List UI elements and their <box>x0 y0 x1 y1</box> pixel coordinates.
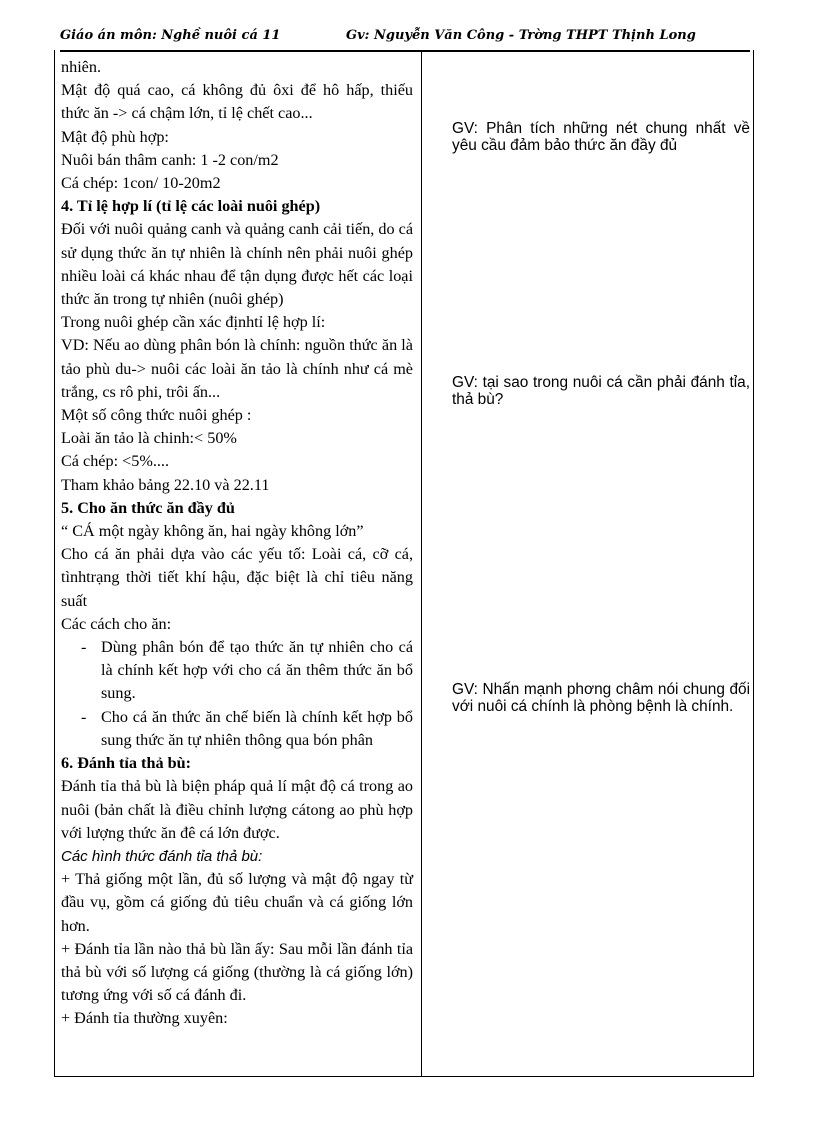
column-divider <box>421 50 422 1076</box>
text-line: nhiên. <box>61 58 102 76</box>
text-line: Trong nuôi ghép cần xác địnhtỉ lệ hợp lí: <box>61 313 326 332</box>
paragraph: Đánh tỉa thả bù là biện pháp quả lí mật độ cá trong ao nuôi (bản chất là điều chỉnh lượng cátong ao phù hợp với lượng thức ăn đê cá lớn được. <box>61 777 413 842</box>
dash-bullet: - <box>81 707 87 726</box>
list-item <box>61 636 413 706</box>
section-heading-5: 5. Cho ăn thức ăn đầy đủ <box>61 498 235 517</box>
text-line: + Đánh tỉa thường xuyên: <box>61 1009 228 1028</box>
teacher-info: Gv: Nguyễn Văn Công - Trờng THPT Thịnh Long <box>346 28 696 43</box>
paragraph: Đối với nuôi quảng canh và quảng canh cải tiến, do cá sử dụng thức ăn tự nhiên là chính nên phải nuôi ghép nhiều loài cá khác nhau để tận dụng được hết các loại thức ăn trong tự nhiên (nuôi ghép) <box>61 220 413 309</box>
text-line: Loài ăn tảo là chinh:< 50% <box>61 429 237 448</box>
italic-subheading: Các hình thức đánh tỉa thả bù: <box>61 847 263 865</box>
teacher-note-3: GV: Nhấn mạnh phơng châm nói chung đối với nuôi cá chính là phòng bệnh là chính. <box>452 681 750 715</box>
subject-title: Giáo án môn: Nghề nuôi cá 11 <box>60 28 281 43</box>
text-line: Các cách cho ăn: <box>61 614 172 633</box>
dash-bullet: - <box>81 638 87 657</box>
text-line: Cá chép: 1con/ 10-20m2 <box>61 174 221 193</box>
feeding-methods-list <box>61 636 413 752</box>
content-column <box>61 56 413 1031</box>
page-header <box>60 26 750 52</box>
text-line: Tham khảo bảng 22.10 và 22.11 <box>61 475 270 494</box>
text-line: Mật độ phù hợp: <box>61 127 169 146</box>
lesson-table <box>54 50 754 1077</box>
section-heading-6: 6. Đánh tỉa thả bù: <box>61 754 191 773</box>
quote-line: “ CÁ một ngày không ăn, hai ngày không lớn” <box>61 522 364 541</box>
list-item-text: Cho cá ăn thức ăn chế biến là chính kết hợp bổ sung thức ăn tự nhiên thông qua bón phân <box>101 707 413 749</box>
teacher-note-2: GV: tại sao trong nuôi cá cần phải đánh tỉa, thả bù? <box>452 374 750 408</box>
paragraph: + Đánh tỉa lần nào thả bù lần ấy: Sau mỗi lần đánh tỉa thả bù với số lượng cá giống (thường là cá giống lớn) tương ứng với số cá đánh đi. <box>61 939 413 1005</box>
paragraph: Cho cá ăn phải dựa vào các yếu tố: Loài cá, cỡ cá, tìnhtrạng thời tiết khí hậu, đặc biệt là chỉ tiêu năng suất <box>61 545 413 610</box>
text-line: Cá chép: <5%.... <box>61 452 170 471</box>
teacher-note-1: GV: Phân tích những nét chung nhất về yêu cầu đảm bảo thức ăn đầy đủ <box>452 120 750 154</box>
text-line: Một số công thức nuôi ghép : <box>61 406 252 425</box>
list-item-text: Dùng phân bón để tạo thức ăn tự nhiên cho cá là chính kết hợp với cho cá ăn thêm thức ăn bổ sung. <box>101 638 413 703</box>
text-line: Nuôi bán thâm canh: 1 -2 con/m2 <box>61 150 279 169</box>
density-too-high: Mật độ quá cao, cá không đủ ôxi để hô hấp, thiếu thức ăn -> cá chậm lớn, tỉ lệ chết cao... <box>61 81 413 123</box>
section-heading-4: 4. Tỉ lệ hợp lí (tỉ lệ các loài nuôi ghép) <box>61 197 321 216</box>
paragraph: + Thả giống một lần, đủ số lượng và mật độ ngay từ đầu vụ, gồm cá giống đủ tiêu chuẩn và cá giống lớn hơn. <box>61 870 413 935</box>
list-item <box>61 706 413 752</box>
paragraph: VD: Nếu ao dùng phân bón là chính: nguồn thức ăn là tảo phù du-> nuôi các loài ăn tảo là chính như cá mè trắng, cs rô phi, trôi ấn... <box>61 336 413 401</box>
